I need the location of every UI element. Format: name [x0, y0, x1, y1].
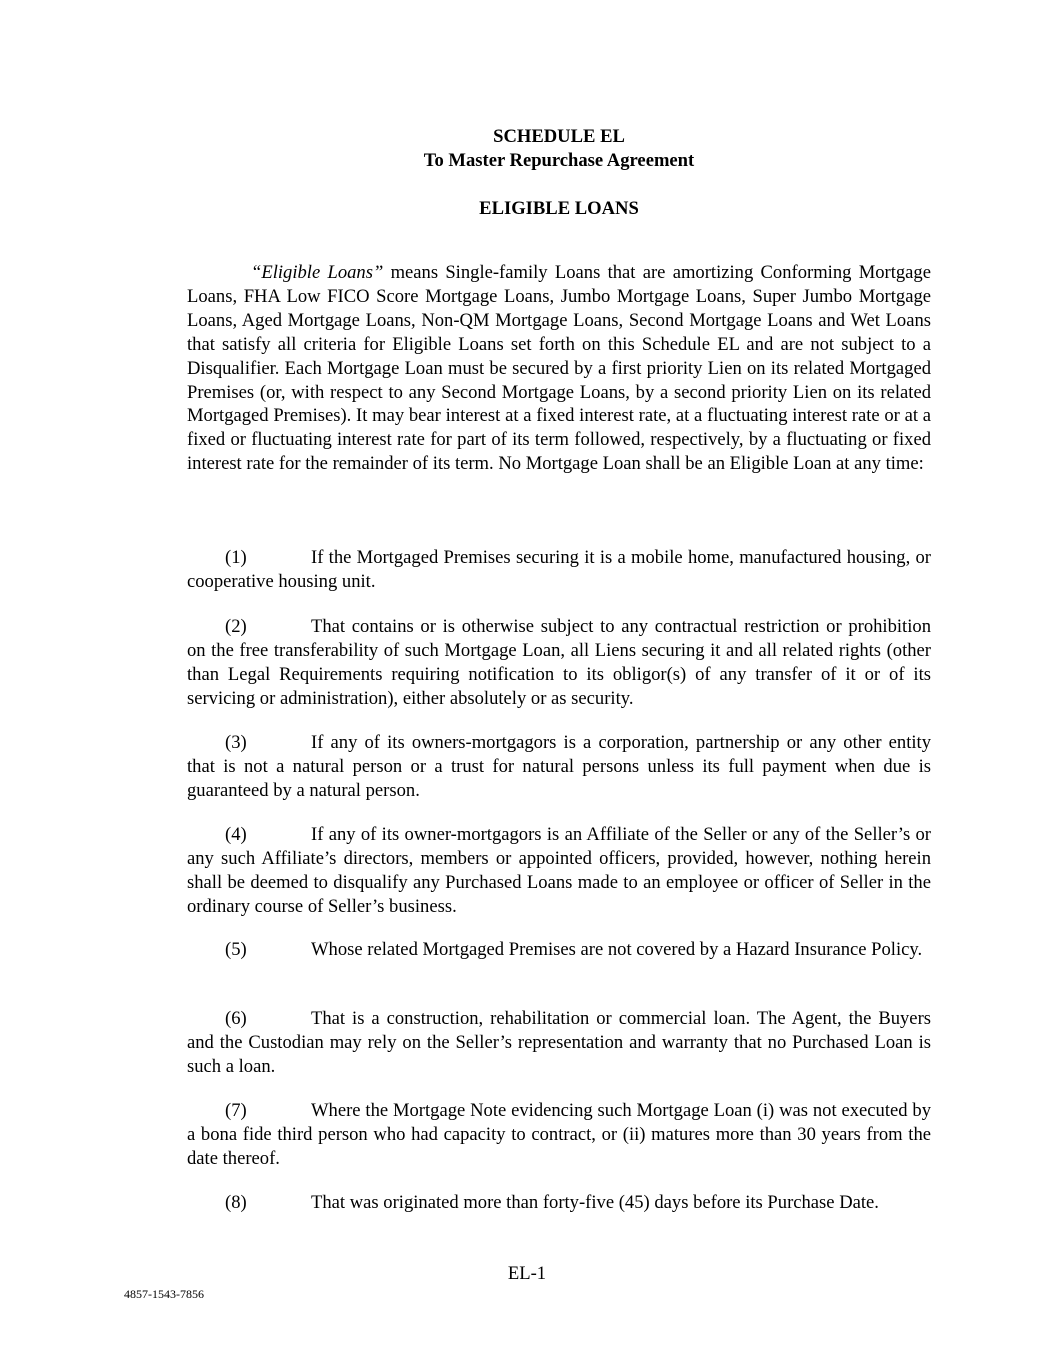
- list-item: [187, 1007, 931, 1079]
- defined-term: “Eligible Loans”: [251, 262, 384, 283]
- schedule-subtitle: To Master Repurchase Agreement: [423, 150, 695, 171]
- document-id: 4857-1543-7856: [124, 1287, 204, 1301]
- item-number: (5): [225, 939, 247, 960]
- list-item: [187, 823, 931, 919]
- item-text: That contains or is otherwise subject to any contractual restriction or prohibition on the free transferability of such Mortgage Loan, all Liens securing it and all related rights (other than Legal Requirements requiring notification to its obligor(s) of any transfer of it or of its servicing or administration), either absolutely or as security.: [187, 616, 931, 709]
- item-number: (3): [225, 732, 247, 753]
- list-item: [187, 938, 931, 962]
- list-item: [187, 1191, 931, 1215]
- item-text: Where the Mortgage Note evidencing such Mortgage Loan (i) was not executed by a bona fide third person who had capacity to contract, or (ii) matures more than 30 years from the date thereof.: [187, 1100, 931, 1169]
- list-item: [187, 731, 931, 803]
- intro-text: means Single-family Loans that are amortizing Conforming Mortgage Loans, FHA Low FICO Score Mortgage Loans, Jumbo Mortgage Loans, Super Jumbo Mortgage Loans, Aged Mortgage Loans, Non-QM Mortgage Loans, Second Mortgage Loans and Wet Loans that satisfy all criteria for Eligible Loans set forth on this Schedule EL and are not subject to a Disqualifier. Each Mortgage Loan must be secured by a first priority Lien on its related Mortgaged Premises (or, with respect to any Second Mortgage Loans, by a second priority Lien on its related Mortgaged Premises). It may bear interest at a fixed interest rate, at a fluctuating interest rate or at a fixed or fluctuating interest rate for part of its term followed, respectively, by a fluctuating or fixed interest rate for the remainder of its term. No Mortgage Loan shall be an Eligible Loan at any time:: [187, 262, 931, 475]
- item-number: (8): [225, 1192, 247, 1213]
- item-text: If any of its owner-mortgagors is an Affiliate of the Seller or any of the Seller’s or any such Affiliate’s directors, members or appointed officers, provided, however, nothing herein shall be deemed to disqualify any Purchased Loans made to an employee or officer of Seller in the ordinary course of Seller’s business.: [187, 824, 931, 917]
- item-number: (2): [225, 616, 247, 637]
- intro-paragraph: [187, 261, 931, 476]
- item-text: If any of its owners-mortgagors is a corporation, partnership or any other entity that is not a natural person or a trust for natural persons unless its full payment when due is guaranteed by a natural person.: [187, 732, 931, 801]
- item-number: (4): [225, 824, 247, 845]
- item-text: If the Mortgaged Premises securing it is a mobile home, manufactured housing, or cooperative housing unit.: [187, 547, 931, 592]
- schedule-title: SCHEDULE EL: [493, 126, 625, 147]
- item-number: (6): [225, 1008, 247, 1029]
- item-number: (1): [225, 547, 247, 568]
- item-number: (7): [225, 1100, 247, 1121]
- item-text: That is a construction, rehabilitation or commercial loan. The Agent, the Buyers and the Custodian may rely on the Seller’s representation and warranty that no Purchased Loan is such a loan.: [187, 1008, 931, 1077]
- list-item: [187, 1099, 931, 1171]
- list-item: [187, 546, 931, 594]
- item-text: Whose related Mortgaged Premises are not covered by a Hazard Insurance Policy.: [311, 939, 923, 960]
- section-title: ELIGIBLE LOANS: [479, 198, 639, 219]
- item-text: That was originated more than forty-five (45) days before its Purchase Date.: [311, 1192, 879, 1213]
- page-number: EL-1: [507, 1263, 547, 1284]
- list-item: [187, 615, 931, 711]
